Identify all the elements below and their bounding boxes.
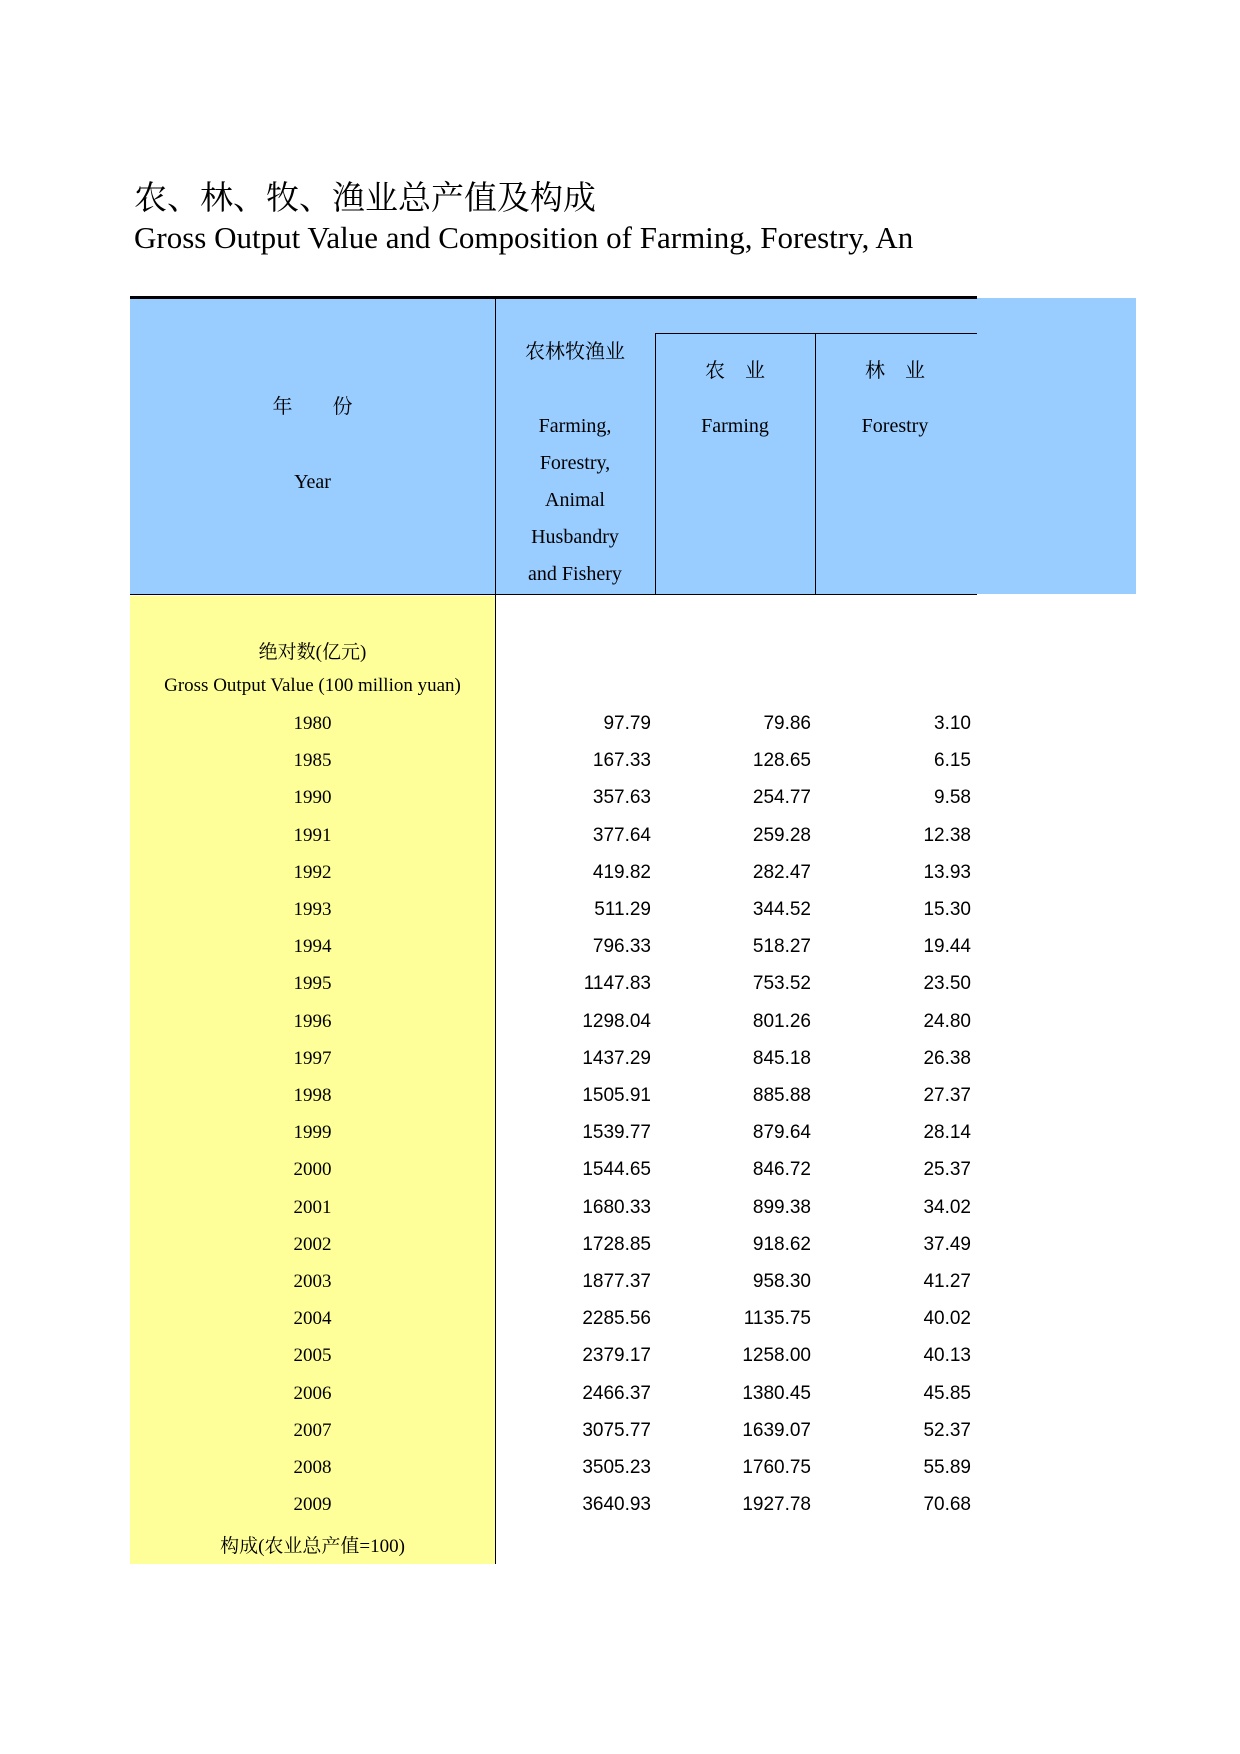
table-row <box>0 1226 1240 1263</box>
cell-forestry: 70.68 <box>923 1494 971 1516</box>
header-total-en-line: and Fishery <box>528 563 622 585</box>
cell-forestry: 9.58 <box>934 787 971 809</box>
row-year: 1991 <box>293 824 332 846</box>
header-forestry-en: Forestry <box>861 415 929 437</box>
cell-farming: 259.28 <box>752 824 811 846</box>
row-year: 2005 <box>293 1345 332 1367</box>
header-total-en-line: Animal <box>545 489 605 511</box>
cell-farming: 879.64 <box>752 1122 811 1144</box>
cell-total: 3505.23 <box>582 1457 651 1478</box>
cell-total: 2466.37 <box>582 1382 651 1404</box>
row-year: 2009 <box>293 1494 332 1516</box>
table-row <box>0 891 1240 928</box>
cell-farming: 845.18 <box>752 1047 811 1069</box>
row-year: 1993 <box>293 899 332 920</box>
cell-farming: 1258.00 <box>742 1345 811 1367</box>
header-farming-en: Farming <box>701 415 769 437</box>
cell-forestry: 23.50 <box>923 973 971 995</box>
cell-farming: 1639.07 <box>742 1419 811 1441</box>
cell-forestry: 25.37 <box>923 1159 971 1181</box>
cell-farming: 1927.78 <box>742 1494 811 1516</box>
table-row <box>0 817 1240 854</box>
cell-forestry: 37.49 <box>923 1233 971 1255</box>
row-year: 1998 <box>293 1085 332 1106</box>
header-total-en <box>495 408 655 593</box>
header-year-en: Year <box>294 471 331 493</box>
cell-forestry: 40.13 <box>923 1345 971 1367</box>
table-row <box>0 1300 1240 1337</box>
cell-total: 377.64 <box>592 824 651 846</box>
cell-total: 1877.37 <box>582 1271 651 1292</box>
cell-total: 1728.85 <box>582 1233 651 1255</box>
cell-farming: 918.62 <box>752 1233 811 1255</box>
cell-farming: 518.27 <box>752 936 811 958</box>
table-row <box>0 928 1240 965</box>
section-absolute-en: Gross Output Value (100 million yuan) <box>164 675 461 696</box>
table-row <box>0 742 1240 779</box>
cell-forestry: 3.10 <box>934 713 971 734</box>
cell-total: 1539.77 <box>582 1122 651 1144</box>
table-row <box>0 1040 1240 1077</box>
cell-farming: 79.86 <box>763 713 811 734</box>
table-row <box>0 1003 1240 1040</box>
row-year: 1994 <box>293 936 332 958</box>
header-total-en-line: Farming, <box>538 415 612 437</box>
cell-forestry: 15.30 <box>923 899 971 920</box>
cell-total: 419.82 <box>592 861 651 883</box>
row-year: 2007 <box>293 1419 332 1441</box>
row-year: 1985 <box>293 750 332 772</box>
cell-farming: 1760.75 <box>742 1457 811 1478</box>
cell-total: 167.33 <box>592 750 651 772</box>
cell-total: 357.63 <box>592 787 651 809</box>
cell-total: 3640.93 <box>582 1494 651 1516</box>
row-year: 1999 <box>293 1122 332 1144</box>
cell-forestry: 12.38 <box>923 824 971 846</box>
cell-farming: 753.52 <box>752 973 811 995</box>
table-row <box>0 1375 1240 1412</box>
cell-forestry: 13.93 <box>923 861 971 883</box>
header-bottom-rule <box>130 594 977 595</box>
cell-farming: 801.26 <box>752 1010 811 1032</box>
cell-farming: 1380.45 <box>742 1382 811 1404</box>
cell-forestry: 28.14 <box>923 1122 971 1144</box>
cell-total: 2285.56 <box>582 1308 651 1330</box>
table-row <box>0 779 1240 816</box>
table-row <box>0 1189 1240 1226</box>
table-row <box>0 1337 1240 1374</box>
row-year: 1990 <box>293 787 332 809</box>
cell-farming: 282.47 <box>752 861 811 883</box>
header-total-en-line: Forestry, <box>539 452 611 474</box>
row-year: 1995 <box>293 973 332 995</box>
cell-total: 1505.91 <box>582 1085 651 1106</box>
cell-forestry: 45.85 <box>923 1382 971 1404</box>
cell-farming: 899.38 <box>752 1196 811 1218</box>
section-absolute-cn: 绝对数(亿元) <box>258 642 367 663</box>
section-composition-cn: 构成(农业总产值=100) <box>220 1536 405 1557</box>
header-total-cn: 农林牧渔业 <box>525 341 625 363</box>
table-row <box>0 1486 1240 1523</box>
cell-forestry: 24.80 <box>923 1010 971 1032</box>
cell-forestry: 55.89 <box>923 1457 971 1478</box>
header-total-en-line: Husbandry <box>531 526 619 548</box>
table-row <box>0 705 1240 742</box>
row-year: 2001 <box>293 1196 332 1218</box>
row-year: 2004 <box>293 1308 332 1330</box>
row-year: 2002 <box>293 1233 332 1255</box>
table-row <box>0 1263 1240 1300</box>
cell-total: 97.79 <box>603 713 651 734</box>
subheader-rule <box>655 333 977 334</box>
table-row <box>0 854 1240 891</box>
cell-total: 796.33 <box>592 936 651 958</box>
cell-total: 1298.04 <box>582 1010 651 1032</box>
table-row <box>0 1449 1240 1486</box>
cell-farming: 885.88 <box>752 1085 811 1106</box>
page-title-cn: 农、林、牧、渔业总产值及构成 <box>134 181 596 217</box>
cell-total: 1544.65 <box>582 1159 651 1181</box>
cell-total: 2379.17 <box>582 1345 651 1367</box>
cell-forestry: 40.02 <box>923 1308 971 1330</box>
row-year: 2003 <box>293 1271 332 1292</box>
table-row <box>0 1412 1240 1449</box>
cell-total: 1437.29 <box>582 1047 651 1069</box>
cell-farming: 846.72 <box>752 1159 811 1181</box>
row-year: 1997 <box>293 1047 332 1069</box>
header-farming-cn: 农 业 <box>705 360 765 382</box>
cell-forestry: 27.37 <box>923 1085 971 1106</box>
table-row <box>0 1114 1240 1151</box>
cell-total: 1147.83 <box>583 973 651 995</box>
cell-total: 3075.77 <box>582 1419 651 1441</box>
table-row <box>0 1151 1240 1188</box>
row-year: 1996 <box>293 1010 332 1032</box>
cell-forestry: 34.02 <box>923 1196 971 1218</box>
cell-forestry: 19.44 <box>923 936 971 958</box>
cell-total: 511.29 <box>594 899 651 920</box>
row-year: 2006 <box>293 1382 332 1404</box>
row-year: 1980 <box>293 713 332 734</box>
header-year-cn: 年 份 <box>272 396 353 418</box>
header-forestry-cn: 林 业 <box>865 360 925 382</box>
page-title-en: Gross Output Value and Composition of Farming, Forestry, An <box>134 220 914 255</box>
cell-farming: 254.77 <box>752 787 811 809</box>
cell-farming: 344.52 <box>752 899 811 920</box>
row-year: 1992 <box>293 861 332 883</box>
cell-forestry: 26.38 <box>923 1047 971 1069</box>
cell-forestry: 52.37 <box>923 1419 971 1441</box>
table-row <box>0 1077 1240 1114</box>
cell-forestry: 6.15 <box>934 750 971 772</box>
cell-total: 1680.33 <box>582 1196 651 1218</box>
cell-forestry: 41.27 <box>923 1271 971 1292</box>
cell-farming: 128.65 <box>752 750 811 772</box>
row-year: 2008 <box>293 1457 332 1478</box>
table-top-rule <box>130 296 977 299</box>
cell-farming: 1135.75 <box>743 1308 811 1330</box>
row-year: 2000 <box>293 1159 332 1181</box>
table-row <box>0 965 1240 1002</box>
cell-farming: 958.30 <box>752 1271 811 1292</box>
